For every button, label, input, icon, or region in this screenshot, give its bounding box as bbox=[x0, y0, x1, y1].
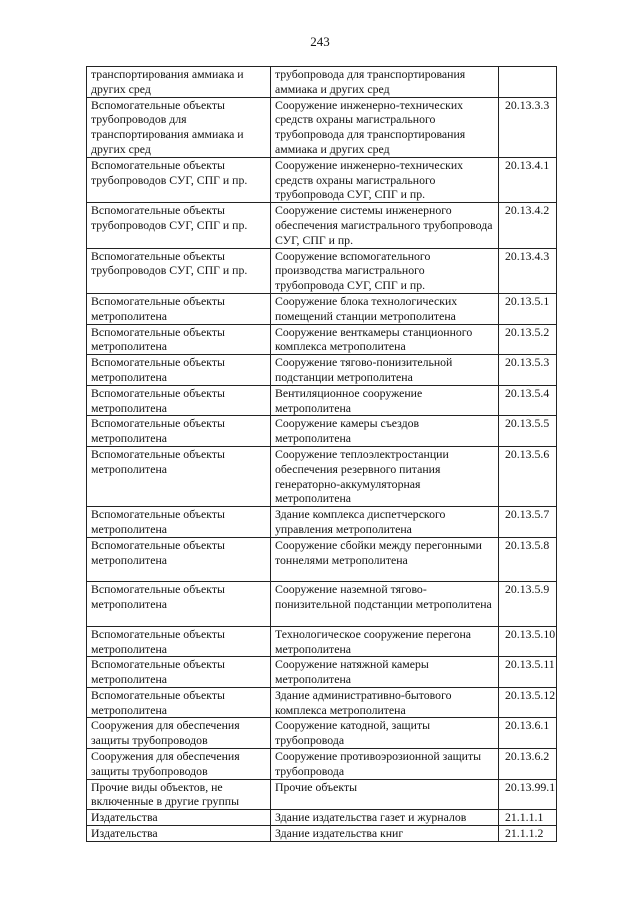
table-row bbox=[87, 157, 557, 202]
table-row bbox=[87, 324, 557, 355]
code-cell: 20.13.5.1 bbox=[499, 293, 557, 324]
category-cell: Вспомогательные объекты метрополитена bbox=[87, 657, 271, 688]
table-row bbox=[87, 749, 557, 780]
classification-table bbox=[86, 66, 557, 842]
code-cell: 20.13.6.1 bbox=[499, 718, 557, 749]
code-cell: 20.13.5.12 bbox=[499, 687, 557, 718]
object-cell: трубопровода для транспортирования аммиака и других сред bbox=[271, 67, 499, 98]
object-cell: Сооружение катодной, защиты трубопровода bbox=[271, 718, 499, 749]
category-cell: Вспомогательные объекты трубопроводов СУГ, СПГ и пр. bbox=[87, 248, 271, 293]
category-cell: Вспомогательные объекты трубопроводов СУГ, СПГ и пр. bbox=[87, 157, 271, 202]
object-cell: Технологическое сооружение перегона метрополитена bbox=[271, 626, 499, 657]
code-cell: 20.13.4.3 bbox=[499, 248, 557, 293]
object-cell: Сооружение теплоэлектростанции обеспечения резервного питания генераторно-аккумуляторная метрополитена bbox=[271, 446, 499, 506]
code-cell: 20.13.4.2 bbox=[499, 203, 557, 248]
object-cell: Сооружение противоэрозионной защиты трубопровода bbox=[271, 749, 499, 780]
code-cell: 20.13.99.1 bbox=[499, 779, 557, 810]
object-cell: Вентиляционное сооружение метрополитена bbox=[271, 385, 499, 416]
code-cell: 20.13.6.2 bbox=[499, 749, 557, 780]
table-row bbox=[87, 581, 557, 626]
table-row bbox=[87, 446, 557, 506]
code-cell: 20.13.5.2 bbox=[499, 324, 557, 355]
table-row bbox=[87, 626, 557, 657]
table-row bbox=[87, 779, 557, 810]
table-row bbox=[87, 826, 557, 842]
object-cell: Сооружение вспомогательного производства магистрального трубопровода СУГ, СПГ и пр. bbox=[271, 248, 499, 293]
category-cell: Издательства bbox=[87, 810, 271, 826]
table-row bbox=[87, 687, 557, 718]
category-cell: Вспомогательные объекты метрополитена bbox=[87, 507, 271, 538]
code-cell: 21.1.1.1 bbox=[499, 810, 557, 826]
object-cell: Прочие объекты bbox=[271, 779, 499, 810]
code-cell: 20.13.5.9 bbox=[499, 581, 557, 626]
object-cell: Сооружение тягово-понизительной подстанции метрополитена bbox=[271, 355, 499, 386]
category-cell: Прочие виды объектов, не включенные в другие группы bbox=[87, 779, 271, 810]
code-cell bbox=[499, 67, 557, 98]
object-cell: Сооружение камеры съездов метрополитена bbox=[271, 416, 499, 447]
table-row bbox=[87, 67, 557, 98]
table-row bbox=[87, 355, 557, 386]
category-cell: Вспомогательные объекты трубопроводов СУГ, СПГ и пр. bbox=[87, 203, 271, 248]
code-cell: 20.13.5.8 bbox=[499, 537, 557, 581]
table-row bbox=[87, 507, 557, 538]
page-number: 243 bbox=[310, 34, 330, 49]
category-cell: Вспомогательные объекты метрополитена bbox=[87, 355, 271, 386]
category-cell: Вспомогательные объекты метрополитена bbox=[87, 385, 271, 416]
object-cell: Сооружение инженерно-технических средств охраны магистрального трубопровода для транспортирования аммиака и других сред bbox=[271, 97, 499, 157]
table-row bbox=[87, 385, 557, 416]
category-cell: Вспомогательные объекты трубопроводов для транспортирования аммиака и других сред bbox=[87, 97, 271, 157]
object-cell: Сооружение инженерно-технических средств охраны магистрального трубопровода СУГ, СПГ и пр. bbox=[271, 157, 499, 202]
object-cell: Здание издательства книг bbox=[271, 826, 499, 842]
object-cell: Сооружение системы инженерного обеспечения магистрального трубопровода СУГ, СПГ и пр. bbox=[271, 203, 499, 248]
object-cell: Сооружение блока технологических помещений станции метрополитена bbox=[271, 293, 499, 324]
object-cell: Сооружение сбойки между перегонными тоннелями метрополитена bbox=[271, 537, 499, 581]
category-cell: Издательства bbox=[87, 826, 271, 842]
category-cell: Сооружения для обеспечения защиты трубопроводов bbox=[87, 718, 271, 749]
object-cell: Здание издательства газет и журналов bbox=[271, 810, 499, 826]
code-cell: 21.1.1.2 bbox=[499, 826, 557, 842]
category-cell: транспортирования аммиака и других сред bbox=[87, 67, 271, 98]
category-cell: Вспомогательные объекты метрополитена bbox=[87, 537, 271, 581]
category-cell: Сооружения для обеспечения защиты трубопроводов bbox=[87, 749, 271, 780]
category-cell: Вспомогательные объекты метрополитена bbox=[87, 446, 271, 506]
code-cell: 20.13.5.6 bbox=[499, 446, 557, 506]
category-cell: Вспомогательные объекты метрополитена bbox=[87, 293, 271, 324]
code-cell: 20.13.5.4 bbox=[499, 385, 557, 416]
category-cell: Вспомогательные объекты метрополитена bbox=[87, 687, 271, 718]
table-row bbox=[87, 97, 557, 157]
code-cell: 20.13.5.11 bbox=[499, 657, 557, 688]
category-cell: Вспомогательные объекты метрополитена bbox=[87, 416, 271, 447]
category-cell: Вспомогательные объекты метрополитена bbox=[87, 581, 271, 626]
table-row bbox=[87, 293, 557, 324]
table-row bbox=[87, 203, 557, 248]
code-cell: 20.13.5.7 bbox=[499, 507, 557, 538]
object-cell: Здание административно-бытового комплекса метрополитена bbox=[271, 687, 499, 718]
table-row bbox=[87, 537, 557, 581]
table-row bbox=[87, 248, 557, 293]
code-cell: 20.13.3.3 bbox=[499, 97, 557, 157]
code-cell: 20.13.5.3 bbox=[499, 355, 557, 386]
code-cell: 20.13.4.1 bbox=[499, 157, 557, 202]
table-row bbox=[87, 657, 557, 688]
table-row bbox=[87, 416, 557, 447]
object-cell: Сооружение наземной тягово-понизительной подстанции метрополитена bbox=[271, 581, 499, 626]
table-row bbox=[87, 810, 557, 826]
object-cell: Сооружение венткамеры станционного комплекса метрополитена bbox=[271, 324, 499, 355]
category-cell: Вспомогательные объекты метрополитена bbox=[87, 626, 271, 657]
table-row bbox=[87, 718, 557, 749]
category-cell: Вспомогательные объекты метрополитена bbox=[87, 324, 271, 355]
object-cell: Сооружение натяжной камеры метрополитена bbox=[271, 657, 499, 688]
code-cell: 20.13.5.5 bbox=[499, 416, 557, 447]
code-cell: 20.13.5.10 bbox=[499, 626, 557, 657]
object-cell: Здание комплекса диспетчерского управления метрополитена bbox=[271, 507, 499, 538]
